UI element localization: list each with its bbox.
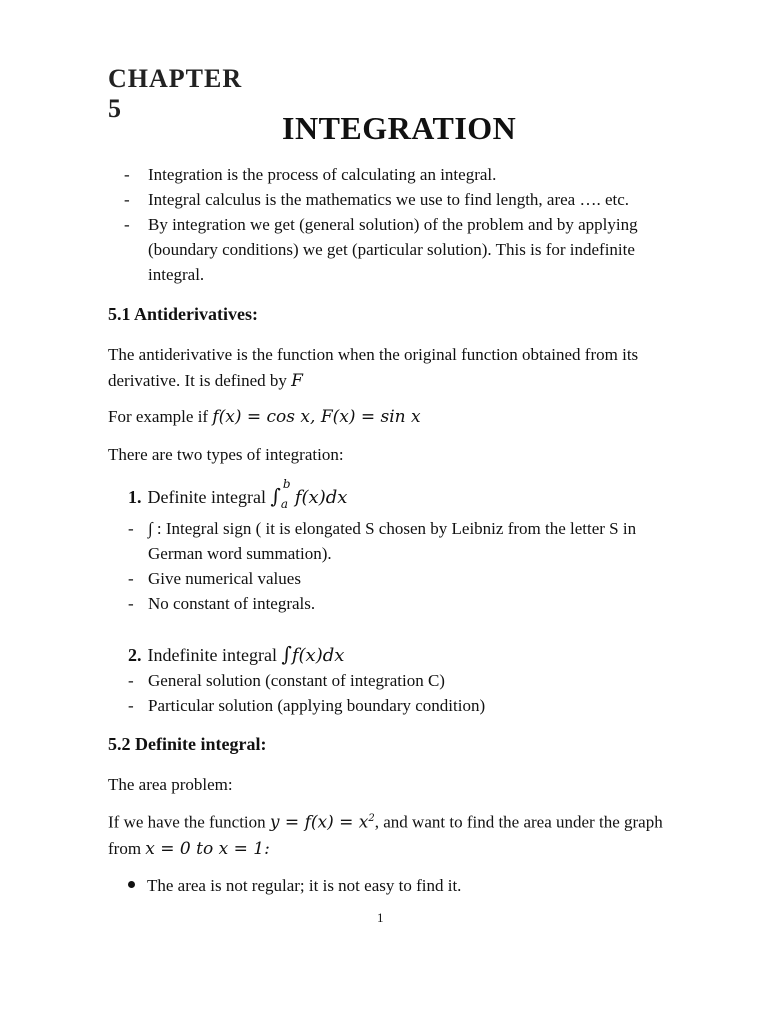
integral-sign-icon: ∫ bbox=[270, 484, 281, 508]
integral-sign-icon: ∫ bbox=[281, 642, 292, 666]
cut-off-chapter-heading: CHAPTER 5 bbox=[108, 64, 243, 123]
bullet-icon bbox=[128, 881, 135, 888]
area-problem-label: The area problem: bbox=[108, 775, 233, 794]
area-problem-statement: If we have the function $y = f(x) = x^2$, and want to find the area under the graph from x = 0 to x = 1: bbox=[108, 812, 663, 859]
page-title: INTEGRATION bbox=[282, 110, 517, 146]
area-bullet: The area is not regular; it is not easy to find it. bbox=[128, 876, 461, 896]
list-item: - Give numerical values bbox=[128, 569, 301, 588]
example-line: For example if f(x) = cos x, F(x) = sin x bbox=[108, 407, 421, 427]
page-number: 1 bbox=[377, 910, 384, 925]
list-item: - ∫ : Integral sign ( it is elongated S chosen by Leibniz from the letter S in German word summation). bbox=[128, 519, 637, 563]
list-item: - Integration is the process of calculating an integral. bbox=[124, 165, 497, 184]
antiderivative-definition: The antiderivative is the function when the original function obtained from its derivative. It is defined by F bbox=[108, 345, 639, 391]
integral-limits: b a bbox=[280, 477, 291, 511]
list-item: - Particular solution (applying boundary condition) bbox=[128, 696, 486, 715]
types-line: There are two types of integration: bbox=[108, 445, 344, 464]
indefinite-integral-notes bbox=[128, 668, 668, 718]
intro-list bbox=[124, 162, 644, 287]
section-heading-antiderivatives: 5.1 Antiderivatives: bbox=[108, 304, 258, 324]
list-item: - No constant of integrals. bbox=[128, 594, 316, 613]
section-heading-definite-integral: 5.2 Definite integral: bbox=[108, 734, 267, 754]
definite-integral-notes bbox=[128, 516, 668, 616]
definite-integral-item: 1. Definite integral ∫ b a f(x)dx bbox=[128, 477, 348, 511]
list-item: - By integration we get (general solution) of the problem and by applying (boundary conditions) we get (particular solution). This is for indefinite integral. bbox=[124, 215, 638, 284]
list-item: - General solution (constant of integration C) bbox=[128, 671, 445, 690]
indefinite-integral-item: 2. Indefinite integral ∫f(x)dx bbox=[128, 642, 345, 666]
list-item: - Integral calculus is the mathematics we use to find length, area …. etc. bbox=[124, 190, 630, 209]
